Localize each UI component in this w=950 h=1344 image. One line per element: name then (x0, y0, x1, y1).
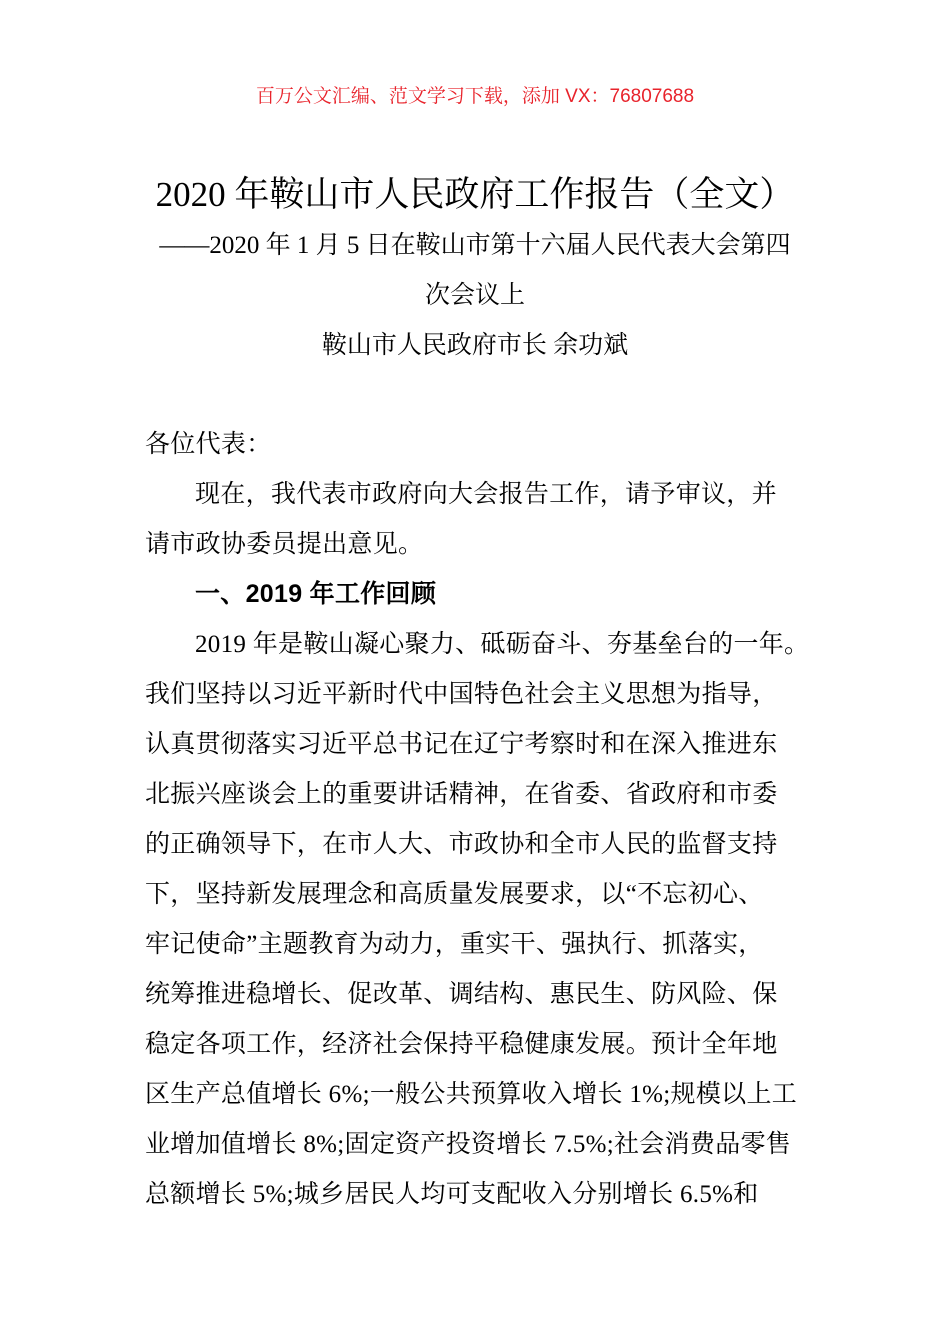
watermark-header: 百万公文汇编、范文学习下载，添加 VX：76807688 (255, 86, 695, 107)
paragraph-line: 业增加值增长 8%;固定资产投资增长 7.5%;社会消费品零售 (145, 1131, 792, 1158)
salutation: 各位代表： (145, 431, 272, 458)
subtitle-line: 次会议上 (424, 282, 525, 309)
intro-line: 请市政协委员提出意见。 (145, 531, 424, 558)
document-title: 2020 年鞍山市人民政府工作报告（全文） (155, 175, 795, 214)
paragraph-line: 我们坚持以习近平新时代中国特色社会主义思想为指导， (145, 681, 778, 708)
paragraph-line: 区生产总值增长 6%;一般公共预算收入增长 1%;规模以上工 (145, 1081, 798, 1108)
paragraph-line: 北振兴座谈会上的重要讲话精神，在省委、省政府和市委 (145, 781, 778, 808)
paragraph-line: 统筹推进稳增长、促改革、调结构、惠民生、防风险、保 (145, 981, 778, 1008)
paragraph-line: 认真贯彻落实习近平总书记在辽宁考察时和在深入推进东 (145, 731, 778, 758)
paragraph-line: 牢记使命”主题教育为动力，重实干、强执行、抓落实， (145, 931, 764, 958)
paragraph-line: 稳定各项工作，经济社会保持平稳健康发展。预计全年地 (145, 1031, 778, 1058)
paragraph-line: 的正确领导下，在市人大、市政协和全市人民的监督支持 (145, 831, 778, 858)
paragraph-line: 总额增长 5%;城乡居民人均可支配收入分别增长 6.5%和 (145, 1181, 759, 1208)
author-line: 鞍山市人民政府市长 余功斌 (321, 332, 629, 359)
intro-line: 现在，我代表市政府向大会报告工作，请予审议，并 (195, 481, 777, 508)
subtitle-line: ——2020 年 1 月 5 日在鞍山市第十六届人民代表大会第四 (159, 232, 791, 259)
section-heading: 一、2019 年工作回顾 (195, 580, 437, 608)
paragraph-line: 2019 年是鞍山凝心聚力、砥砺奋斗、夯基垒台的一年。 (195, 631, 810, 658)
paragraph-line: 下，坚持新发展理念和高质量发展要求，以“不忘初心、 (145, 881, 764, 908)
